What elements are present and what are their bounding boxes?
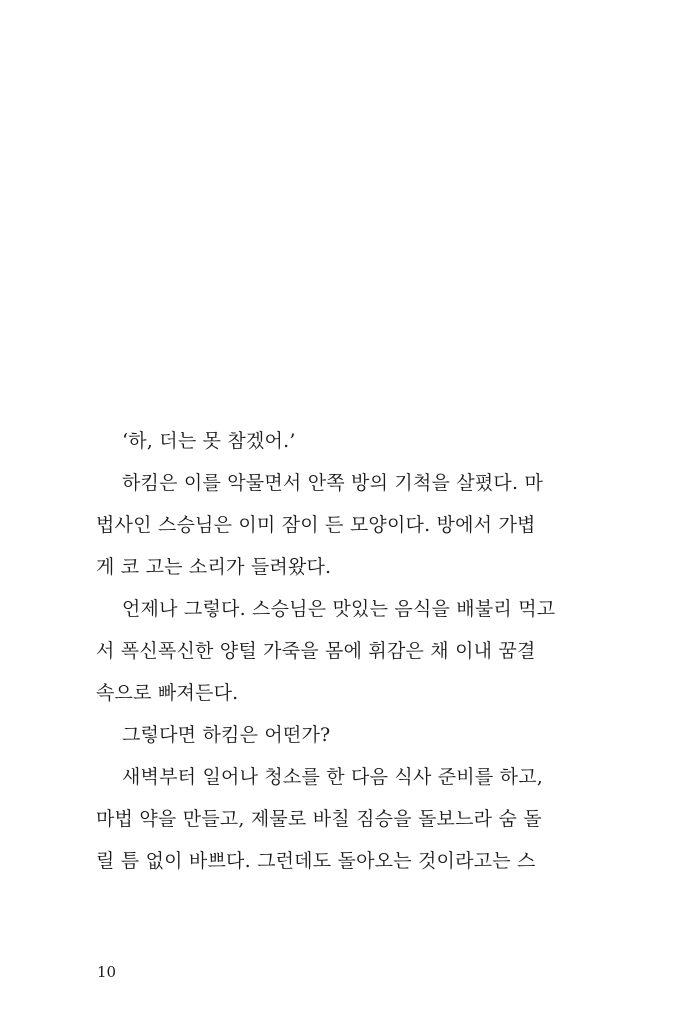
text-line-1: ‘하, 더는 못 참겠어.’ [122, 430, 296, 452]
text-line-8: 그렇다면 하킴은 어떤가? [122, 724, 331, 746]
text-line-6: 서 폭신폭신한 양털 가죽을 몸에 휘감은 채 이내 꿈결 [96, 640, 536, 662]
text-line-10: 마법 약을 만들고, 제물로 바칠 짐승을 돌보느라 숨 돌 [96, 808, 542, 830]
text-line-5: 언제나 그렇다. 스승님은 맛있는 음식을 배불리 먹고 [122, 598, 556, 620]
body-text [96, 420, 601, 882]
text-line-2: 하킴은 이를 악물면서 안쪽 방의 기척을 살폈다. 마 [122, 472, 543, 494]
text-line-7: 속으로 빠져든다. [96, 682, 239, 704]
text-line-4: 게 코 고는 소리가 들려왔다. [96, 556, 332, 578]
page-number: 10 [97, 963, 117, 981]
text-line-9: 새벽부터 일어나 청소를 한 다음 식사 준비를 하고, [122, 766, 543, 788]
text-line-11: 릴 틈 없이 바쁘다. 그런데도 돌아오는 것이라고는 스 [96, 850, 536, 872]
text-line-3: 법사인 스승님은 이미 잠이 든 모양이다. 방에서 가볍 [96, 514, 536, 536]
